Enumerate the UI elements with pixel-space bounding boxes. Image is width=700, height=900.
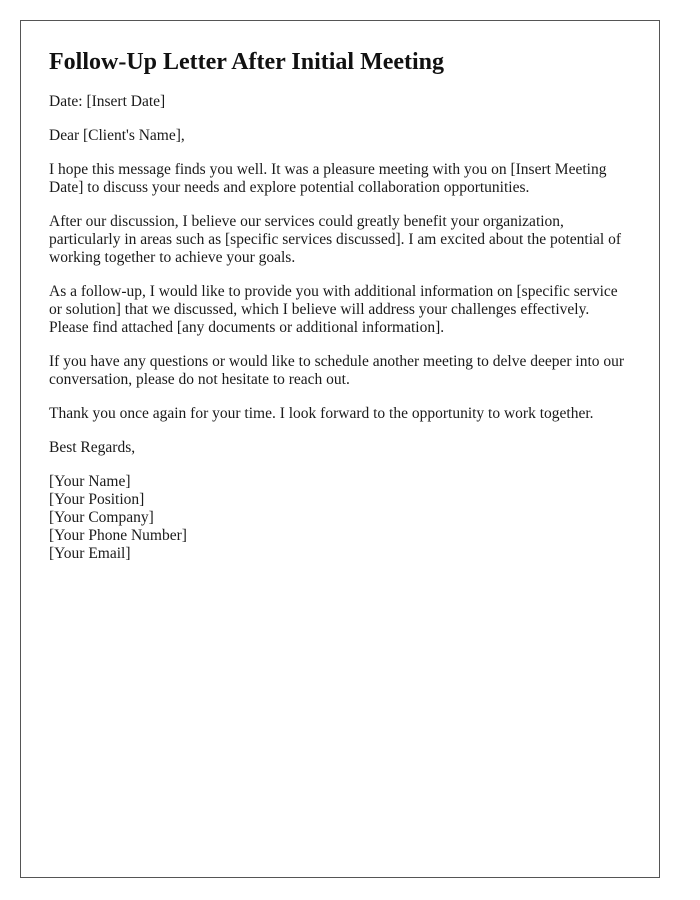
letter-title: Follow-Up Letter After Initial Meeting — [49, 49, 445, 75]
signature-name: [Your Name] — [49, 473, 131, 490]
salutation: Dear [Client's Name], — [49, 127, 185, 144]
body-paragraph-1: I hope this message finds you well. It was a pleasure meeting with you on [Insert Meeting Date] to discuss your needs and explore potential collaboration opportunities. — [49, 161, 607, 196]
signature-phone: [Your Phone Number] — [49, 527, 187, 544]
signature-block — [49, 473, 631, 563]
signature-email: [Your Email] — [49, 545, 131, 562]
date-line: Date: [Insert Date] — [49, 93, 166, 110]
signature-company: [Your Company] — [49, 509, 154, 526]
letter-page — [20, 20, 660, 878]
body-paragraph-5: Thank you once again for your time. I look forward to the opportunity to work together. — [49, 405, 594, 422]
signature-position: [Your Position] — [49, 491, 145, 508]
closing: Best Regards, — [49, 439, 136, 456]
body-paragraph-4: If you have any questions or would like to schedule another meeting to delve deeper into our conversation, please do not hesitate to reach out. — [49, 353, 625, 388]
body-paragraph-3: As a follow-up, I would like to provide you with additional information on [specific service or solution] that we discussed, which I believe will address your challenges effectively. Please find attached [any documents or additional information]. — [49, 283, 618, 336]
body-paragraph-2: After our discussion, I believe our services could greatly benefit your organization, particularly in areas such as [specific services discussed]. I am excited about the potential of working together to achieve your goals. — [49, 213, 621, 266]
